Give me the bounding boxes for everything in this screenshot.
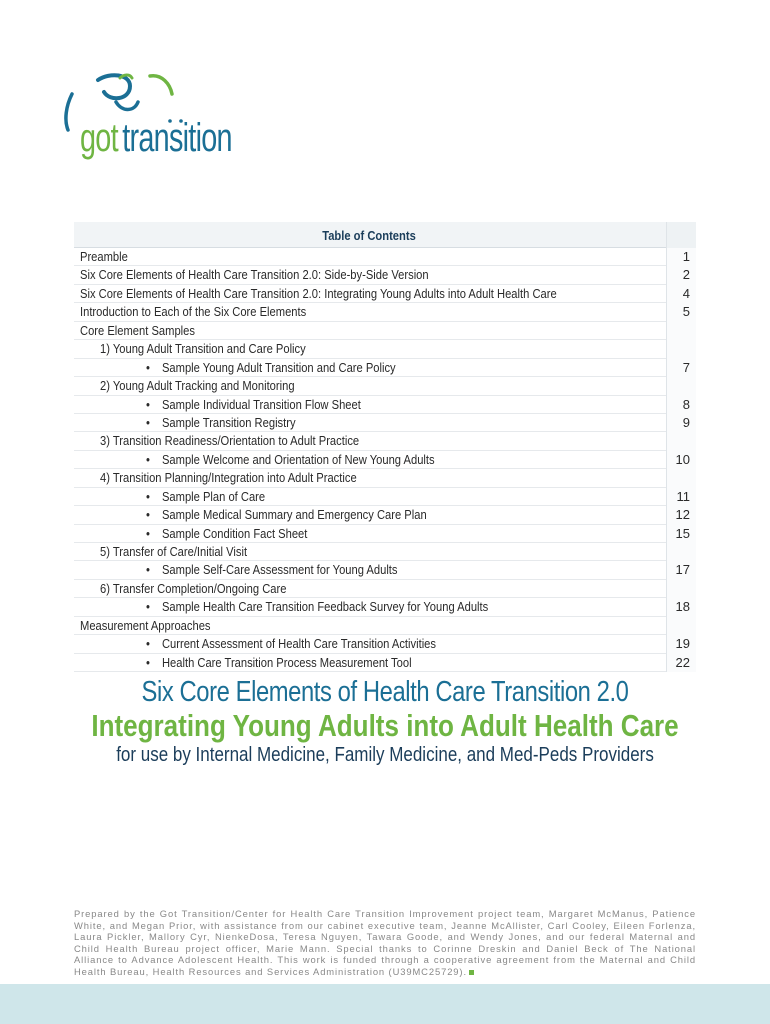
document-title: Six Core Elements of Health Care Transition 2.0 xyxy=(141,676,629,708)
toc-entry-label: Sample Medical Summary and Emergency Care Plan xyxy=(161,507,427,523)
toc-row[interactable] xyxy=(74,488,696,506)
toc-row[interactable] xyxy=(74,506,696,524)
credits-paragraph xyxy=(74,908,696,978)
document-audience: for use by Internal Medicine, Family Medicine, and Med-Peds Providers xyxy=(116,744,654,766)
toc-entry-text xyxy=(146,489,265,505)
toc-entry-text xyxy=(146,526,307,542)
toc-page-number: 19 xyxy=(666,635,696,653)
toc-page-number xyxy=(666,322,696,340)
toc-entry-text xyxy=(146,397,361,413)
toc-entry-text xyxy=(80,618,211,634)
toc-page-number: 18 xyxy=(666,598,696,616)
toc-row[interactable] xyxy=(74,303,696,321)
toc-row[interactable] xyxy=(74,248,696,266)
bullet-icon: • xyxy=(146,507,150,523)
toc-page-number: 1 xyxy=(666,248,696,266)
bullet-icon: • xyxy=(146,599,150,615)
toc-entry-label: 2) Young Adult Tracking and Monitoring xyxy=(100,378,295,394)
end-mark-icon xyxy=(469,970,474,975)
toc-page-number: 2 xyxy=(666,266,696,284)
logo-word-transition: transition xyxy=(122,116,232,160)
toc-title: Table of Contents xyxy=(322,228,416,243)
toc-entry-text xyxy=(80,286,557,302)
toc-entry-label: Measurement Approaches xyxy=(80,617,211,633)
table-of-contents xyxy=(74,222,696,672)
toc-row[interactable] xyxy=(74,617,696,635)
toc-entry-label: Sample Health Care Transition Feedback Survey for Young Adults xyxy=(161,599,489,615)
footer-band xyxy=(0,984,770,1024)
toc-entry-label: Sample Transition Registry xyxy=(161,414,296,430)
bullet-icon: • xyxy=(146,451,150,467)
toc-page-number: 4 xyxy=(666,285,696,303)
bullet-icon: • xyxy=(146,636,150,652)
toc-row[interactable] xyxy=(74,635,696,653)
toc-entry-text xyxy=(100,378,295,394)
toc-row[interactable] xyxy=(74,340,696,358)
toc-page-number: 5 xyxy=(666,303,696,321)
bullet-icon: • xyxy=(146,396,150,412)
toc-row[interactable] xyxy=(74,469,696,487)
toc-entry-text xyxy=(146,360,396,376)
toc-row[interactable] xyxy=(74,396,696,414)
toc-row[interactable] xyxy=(74,598,696,616)
toc-entry-text xyxy=(100,341,306,357)
toc-row[interactable] xyxy=(74,432,696,450)
toc-row[interactable] xyxy=(74,285,696,303)
toc-page-number: 15 xyxy=(666,525,696,543)
toc-row[interactable] xyxy=(74,543,696,561)
toc-page-number: 12 xyxy=(666,506,696,524)
logo-wordmark xyxy=(80,118,232,158)
credits-text: Prepared by the Got Transition/Center for Health Care Transition Improvement project team, Margaret McManus, Patience White, and Megan Prior, with assistance from our cabinet executive team, Jeanne McAllister, Carl Cooley, Eileen Forlenza, Laura Pickler, Mallory Cyr, NienkeDosa, Teresa Nguyen, Tawara Goode, and Wendy Jones, and our federal Maternal and Child Health Bureau project officer, Marie Mann. Special thanks to Corinne Dreskin and Daniel Beck of The National Alliance to Advance Adolescent Health. This work is funded through a cooperative agreement from the Maternal and Child Health Bureau, Health Resources and Services Administration (U39MC25729). xyxy=(74,908,696,977)
toc-entry-text xyxy=(100,581,286,597)
toc-entry-text xyxy=(146,599,488,615)
toc-entry-text xyxy=(146,507,427,523)
toc-row[interactable] xyxy=(74,322,696,340)
toc-entry-label: Introduction to Each of the Six Core Elements xyxy=(80,304,307,320)
toc-page-number xyxy=(666,432,696,450)
toc-page-number: 22 xyxy=(666,654,696,672)
toc-row[interactable] xyxy=(74,525,696,543)
toc-entry-label: 5) Transfer of Care/Initial Visit xyxy=(100,544,248,559)
toc-entry-label: Sample Welcome and Orientation of New Young Adults xyxy=(161,451,435,467)
toc-entry-label: Sample Individual Transition Flow Sheet xyxy=(161,396,361,412)
toc-row[interactable] xyxy=(74,580,696,598)
toc-entry-text xyxy=(100,544,247,560)
toc-row[interactable] xyxy=(74,414,696,432)
toc-page-number: 17 xyxy=(666,561,696,579)
toc-entry-label: 4) Transition Planning/Integration into Adult Practice xyxy=(100,470,357,486)
toc-entry-label: Preamble xyxy=(80,249,128,264)
bullet-icon: • xyxy=(146,488,150,504)
toc-entry-label: Six Core Elements of Health Care Transition 2.0: Side-by-Side Version xyxy=(80,267,429,283)
toc-entry-label: Sample Young Adult Transition and Care Policy xyxy=(161,359,396,375)
toc-row[interactable] xyxy=(74,451,696,469)
toc-page-number: 9 xyxy=(666,414,696,432)
bullet-icon: • xyxy=(146,525,150,541)
toc-entry-text xyxy=(146,636,436,652)
bullet-icon: • xyxy=(146,414,150,430)
toc-page-number xyxy=(666,377,696,395)
toc-entry-text xyxy=(146,415,296,431)
bullet-icon: • xyxy=(146,562,150,578)
toc-page-number: 8 xyxy=(666,396,696,414)
toc-entry-text xyxy=(146,452,435,468)
toc-row[interactable] xyxy=(74,654,696,672)
toc-row[interactable] xyxy=(74,377,696,395)
toc-entry-label: Sample Condition Fact Sheet xyxy=(161,525,308,541)
toc-entry-label: 6) Transfer Completion/Ongoing Care xyxy=(100,580,287,596)
toc-entry-text xyxy=(80,267,429,283)
toc-page-number: 10 xyxy=(666,451,696,469)
toc-page-number xyxy=(666,543,696,561)
toc-page-number xyxy=(666,580,696,598)
bullet-icon: • xyxy=(146,654,150,670)
toc-entry-label: Current Assessment of Health Care Transition Activities xyxy=(161,636,436,652)
toc-page-number: 7 xyxy=(666,359,696,377)
toc-entry-text xyxy=(146,562,398,578)
toc-entry-label: Six Core Elements of Health Care Transition 2.0: Integrating Young Adults into Adult Health Care xyxy=(80,285,557,301)
toc-entry-text xyxy=(80,323,195,339)
toc-entry-label: 3) Transition Readiness/Orientation to Adult Practice xyxy=(100,433,360,449)
document-subtitle: Integrating Young Adults into Adult Health Care xyxy=(91,708,679,743)
bullet-icon: • xyxy=(146,359,150,375)
toc-entry-label: Sample Self-Care Assessment for Young Adults xyxy=(161,562,398,578)
logo-word-got: got xyxy=(80,116,118,160)
toc-page-number xyxy=(666,617,696,635)
toc-row[interactable] xyxy=(74,266,696,284)
toc-entry-label: Core Element Samples xyxy=(80,322,195,338)
toc-entry-label: Health Care Transition Process Measurement Tool xyxy=(161,654,412,670)
toc-entry-text xyxy=(100,433,359,449)
toc-entry-label: 1) Young Adult Transition and Care Policy xyxy=(100,341,306,357)
toc-row[interactable] xyxy=(74,359,696,377)
toc-page-column-header xyxy=(666,222,696,248)
toc-header xyxy=(74,222,696,248)
toc-rows xyxy=(74,248,696,672)
toc-entry-text xyxy=(100,470,357,486)
toc-entry-text xyxy=(80,249,128,265)
toc-entry-text xyxy=(80,304,306,320)
toc-entry-text xyxy=(146,655,412,671)
got-transition-logo xyxy=(58,72,238,182)
toc-row[interactable] xyxy=(74,561,696,579)
toc-page-number xyxy=(666,469,696,487)
toc-page-number: 11 xyxy=(666,488,696,506)
toc-entry-label: Sample Plan of Care xyxy=(161,488,266,504)
toc-page-number xyxy=(666,340,696,358)
